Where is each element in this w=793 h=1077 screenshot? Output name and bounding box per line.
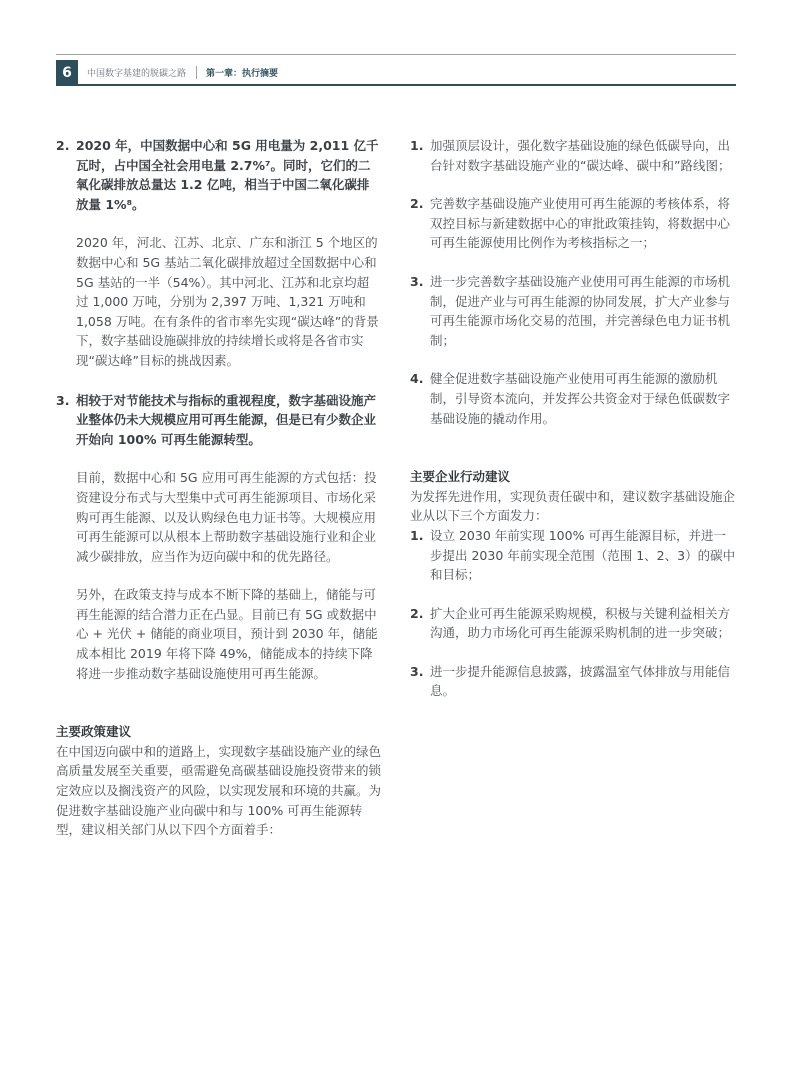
item-number: 3. bbox=[410, 273, 424, 289]
corporate-list bbox=[410, 526, 738, 701]
item-number: 1. bbox=[410, 527, 424, 543]
policy-item-text: 健全促进数字基础设施产业使用可再生能源的激励机制，引导资本流向，并发挥公共资金对于绿色低碳数字基础设施的撬动作用。 bbox=[430, 371, 731, 426]
item-number: 4. bbox=[410, 371, 424, 387]
top-rule bbox=[56, 54, 736, 55]
policy-item bbox=[410, 272, 738, 350]
corporate-item-text: 设立 2030 年前实现 100% 可再生能源目标，并进一步提出 2030 年前实现全范围（范围 1、2、3）的碳中和目标； bbox=[430, 527, 736, 583]
corporate-item-text: 扩大企业可再生能源采购规模，积极与关键利益相关方沟通，助力市场化可再生能源采购机制的进一步突破； bbox=[430, 605, 731, 641]
corporate-intro: 为发挥先进作用，实现负责任碳中和，建议数字基础设施企业从以下三个方面发力： bbox=[410, 488, 736, 524]
page-header bbox=[56, 60, 736, 86]
paragraph-storage: 另外，在政策支持与成本不断下降的基础上，储能与可再生能源的结合潜力正在凸显。目前已有 5G 或数据中心 + 光伏 + 储能的商业项目，预计到 2030 年，储能成本相比 2019 年将下降 49%，储能成本的持续下降将进一步推动数字基础设施使用可再生能源。 bbox=[76, 587, 378, 681]
running-title: 中国数字基建的脱碳之路 bbox=[87, 69, 187, 79]
policy-list bbox=[410, 136, 738, 428]
item-number: 1. bbox=[410, 138, 424, 153]
policy-item bbox=[410, 369, 738, 428]
finding-text: 相较于对节能技术与指标的重视程度，数字基础设施产业整体仍未大规模应用可再生能源，但是已有少数企业开始向 100% 可再生能源转型。 bbox=[76, 392, 377, 447]
corporate-heading: 主要企业行动建议 bbox=[410, 469, 511, 485]
item-number: 2. bbox=[410, 605, 424, 621]
corporate-item-text: 进一步提升能源信息披露，披露温室气体排放与用能信息。 bbox=[430, 663, 731, 699]
policy-intro: 在中国迈向碳中和的道路上，实现数字基础设施产业的绿色高质量发展至关重要，亟需避免高碳基础设施投资带来的锁定效应以及搁浅资产的风险，以实现发展和环境的共赢。为促进数字基础设施产业向碳中和与 100% 可再生能源转型，建议相关部门从以下四个方面着手： bbox=[56, 743, 382, 838]
right-column bbox=[410, 136, 738, 701]
policy-heading: 主要政策建议 bbox=[56, 724, 132, 740]
paragraph-renewable-methods: 目前，数据中心和 5G 应用可再生能源的方式包括：投资建设分布式与大型集中式可再生能源项目、市场化采购可再生能源、以及认购绿色电力证书等。大规模应用可再生能源可以从根本上帮助数字基础设施行业和企业减少碳排放，应当作为迈向碳中和的优先路径。 bbox=[76, 470, 377, 564]
policy-item-text: 完善数字基础设施产业使用可再生能源的考核体系，将双控目标与新建数据中心的审批政策挂钩，将数据中心可再生能源使用比例作为考核指标之一； bbox=[430, 196, 731, 251]
paragraph-regions: 2020 年，河北、江苏、北京、广东和浙江 5 个地区的数据中心和 5G 基站二氧化碳排放超过全国数据中心和 5G 基站的一半（54%）。其中河北、江苏和北京均超过 1,000 万吨，分别为 2,397 万吨、1,321 万吨和 1,058 万吨。在有条件的省市率先实现“碳达峰”的背景下，数字基础设施碳排放的持续增长或将是各省市实现“碳达峰”目标的挑战因素。 bbox=[76, 235, 379, 368]
corporate-item bbox=[410, 662, 738, 701]
item-number: 2. bbox=[410, 196, 424, 212]
policy-item-text: 加强顶层设计，强化数字基础设施的绿色低碳导向，出台针对数字基础设施产业的“碳达峰、碳中和”路线图； bbox=[430, 138, 731, 173]
item-number: 3. bbox=[410, 663, 424, 679]
item-number: 2. bbox=[56, 138, 70, 153]
finding-item-3 bbox=[56, 391, 381, 450]
finding-text: 2020 年，中国数据中心和 5G 用电量为 2,011 亿千瓦时，占中国全社会用电量 2.7%⁷。同时，它们的二氧化碳排放总量达 1.2 亿吨，相当于中国二氧化碳排放量 1%⁸。 bbox=[76, 138, 379, 212]
page-number: 6 bbox=[56, 60, 78, 86]
header-bar bbox=[78, 84, 736, 86]
policy-item bbox=[410, 194, 738, 253]
left-column bbox=[56, 136, 381, 840]
policy-item bbox=[410, 136, 738, 175]
finding-item-2 bbox=[56, 136, 381, 214]
header-separator bbox=[196, 66, 197, 79]
chapter-title: 第一章：执行摘要 bbox=[206, 69, 279, 79]
item-number: 3. bbox=[56, 392, 70, 408]
policy-item-text: 进一步完善数字基础设施产业使用可再生能源的市场机制，促进产业与可再生能源的协同发展，扩大产业参与可再生能源市场化交易的范围，并完善绿色电力证书机制； bbox=[430, 273, 731, 348]
corporate-item bbox=[410, 604, 738, 643]
corporate-item bbox=[410, 526, 738, 585]
